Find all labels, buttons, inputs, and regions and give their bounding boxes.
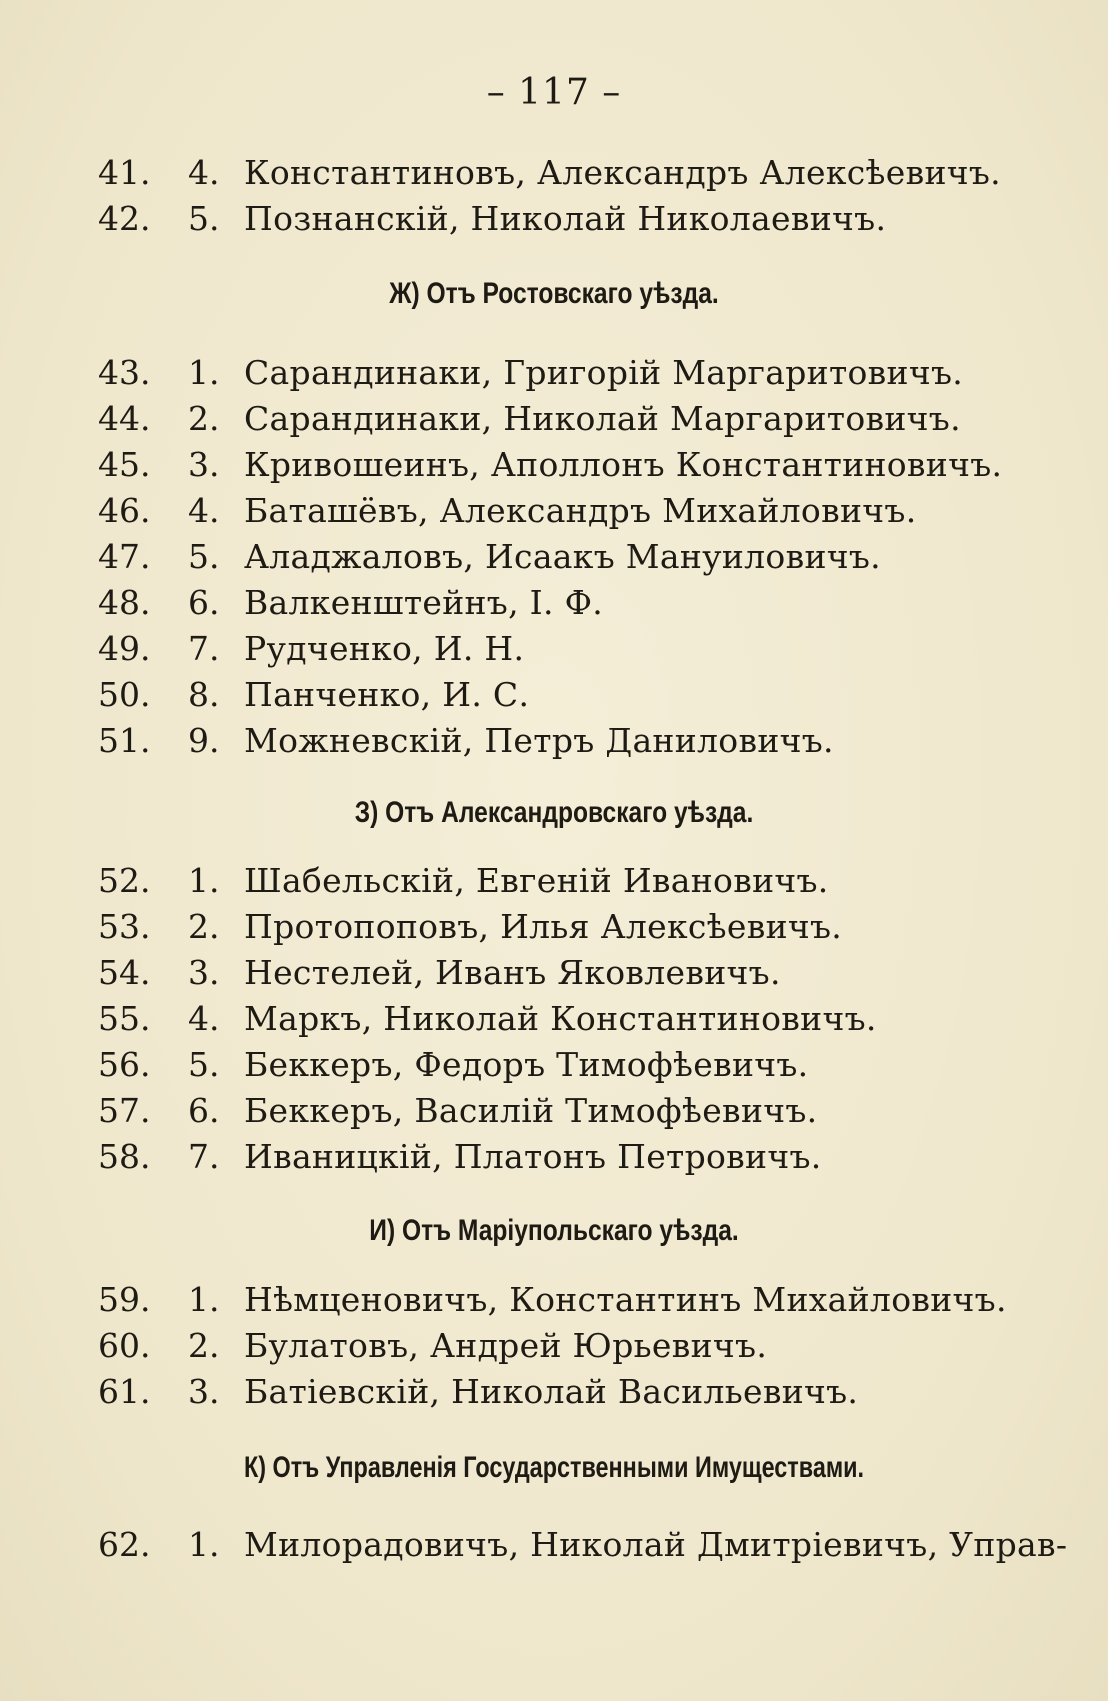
list-item bbox=[0, 672, 1108, 718]
entry-name: Панченко, И. С. bbox=[244, 675, 530, 714]
list-item bbox=[0, 442, 1108, 488]
list-item bbox=[0, 904, 1108, 950]
entry-number: 45. bbox=[98, 445, 151, 484]
entry-number: 58. bbox=[98, 1137, 151, 1176]
entry-number: 54. bbox=[98, 953, 151, 992]
entry-number: 42. bbox=[98, 199, 151, 238]
entry-subnumber: 7. bbox=[188, 629, 220, 668]
entry-number: 55. bbox=[98, 999, 151, 1038]
entry-number: 43. bbox=[98, 353, 151, 392]
entry-name: Аладжаловъ, Исаакъ Мануиловичъ. bbox=[244, 537, 881, 576]
entry-subnumber: 2. bbox=[188, 1326, 220, 1365]
entry-subnumber: 1. bbox=[188, 353, 220, 392]
entry-number: 48. bbox=[98, 583, 151, 622]
entry-name: Беккеръ, Василій Тимофѣевичъ. bbox=[244, 1091, 818, 1130]
entry-subnumber: 2. bbox=[188, 399, 220, 438]
entry-name: Шабельскій, Евгеній Ивановичъ. bbox=[244, 861, 829, 900]
list-item bbox=[0, 350, 1108, 396]
entry-subnumber: 2. bbox=[188, 907, 220, 946]
list-item bbox=[0, 1277, 1108, 1323]
entry-name: Валкенштейнъ, І. Ф. bbox=[244, 583, 604, 622]
entry-name: Беккеръ, Федоръ Тимофѣевичъ. bbox=[244, 1045, 809, 1084]
entry-number: 53. bbox=[98, 907, 151, 946]
entry-number: 47. bbox=[98, 537, 151, 576]
entry-name: Иваницкій, Платонъ Петровичъ. bbox=[244, 1137, 822, 1176]
entry-number: 62. bbox=[98, 1525, 151, 1564]
entry-number: 50. bbox=[98, 675, 151, 714]
entry-number: 46. bbox=[98, 491, 151, 530]
entry-number: 52. bbox=[98, 861, 151, 900]
entry-subnumber: 3. bbox=[188, 1372, 220, 1411]
entry-subnumber: 5. bbox=[188, 537, 220, 576]
entry-subnumber: 4. bbox=[188, 999, 220, 1038]
entry-subnumber: 6. bbox=[188, 1091, 220, 1130]
entry-subnumber: 6. bbox=[188, 583, 220, 622]
entry-number: 61. bbox=[98, 1372, 151, 1411]
page-number: – 117 – bbox=[486, 72, 622, 113]
entry-subnumber: 7. bbox=[188, 1137, 220, 1176]
list-item bbox=[0, 996, 1108, 1042]
section-heading-mariupol: И) Отъ Маріупольскаго уѣзда. bbox=[369, 1214, 739, 1247]
list-item bbox=[0, 150, 1108, 196]
entry-subnumber: 4. bbox=[188, 491, 220, 530]
entry-number: 51. bbox=[98, 721, 151, 760]
entry-subnumber: 9. bbox=[188, 721, 220, 760]
entry-number: 44. bbox=[98, 399, 151, 438]
entry-name: Булатовъ, Андрей Юрьевичъ. bbox=[244, 1326, 768, 1365]
entry-name: Сарандинаки, Григорій Маргаритовичъ. bbox=[244, 353, 964, 392]
list-item bbox=[0, 718, 1108, 764]
entry-subnumber: 1. bbox=[188, 1525, 220, 1564]
list-item bbox=[0, 196, 1108, 242]
list-item bbox=[0, 1323, 1108, 1369]
entry-name: Нестелей, Иванъ Яковлевичъ. bbox=[244, 953, 781, 992]
entry-number: 49. bbox=[98, 629, 151, 668]
entry-name: Кривошеинъ, Аполлонъ Константиновичъ. bbox=[244, 445, 1003, 484]
entry-name: Баташёвъ, Александръ Михайловичъ. bbox=[244, 491, 917, 530]
list-item bbox=[0, 396, 1108, 442]
entry-number: 60. bbox=[98, 1326, 151, 1365]
section-heading-rostov: Ж) Отъ Ростовскаго уѣзда. bbox=[389, 277, 719, 310]
entry-name: Константиновъ, Александръ Алексѣевичъ. bbox=[244, 153, 1001, 192]
entry-number: 56. bbox=[98, 1045, 151, 1084]
list-item bbox=[0, 950, 1108, 996]
entry-number: 59. bbox=[98, 1280, 151, 1319]
entry-subnumber: 4. bbox=[188, 153, 220, 192]
entry-name: Протопоповъ, Илья Алексѣевичъ. bbox=[244, 907, 843, 946]
entry-name: Можневскій, Петръ Даниловичъ. bbox=[244, 721, 834, 760]
section-heading-state-property: К) Отъ Управленія Государственными Имуществами. bbox=[243, 1451, 865, 1484]
entry-subnumber: 5. bbox=[188, 1045, 220, 1084]
entry-name: Познанскій, Николай Николаевичъ. bbox=[244, 199, 887, 238]
list-item bbox=[0, 626, 1108, 672]
list-item bbox=[0, 488, 1108, 534]
entry-subnumber: 1. bbox=[188, 1280, 220, 1319]
list-item bbox=[0, 1088, 1108, 1134]
list-item bbox=[0, 1522, 1108, 1568]
entry-name: Милорадовичъ, Николай Дмитріевичъ, Управ- bbox=[244, 1525, 1068, 1564]
entry-subnumber: 5. bbox=[188, 199, 220, 238]
entry-name: Рудченко, И. Н. bbox=[244, 629, 525, 668]
entry-subnumber: 8. bbox=[188, 675, 220, 714]
entry-subnumber: 3. bbox=[188, 953, 220, 992]
entry-name: Батіевскій, Николай Васильевичъ. bbox=[244, 1372, 859, 1411]
entry-subnumber: 3. bbox=[188, 445, 220, 484]
entry-name: Нѣмценовичъ, Константинъ Михайловичъ. bbox=[244, 1280, 1007, 1319]
entry-number: 57. bbox=[98, 1091, 151, 1130]
entry-name: Сарандинаки, Николай Маргаритовичъ. bbox=[244, 399, 961, 438]
list-item bbox=[0, 1369, 1108, 1415]
list-item bbox=[0, 534, 1108, 580]
list-item bbox=[0, 1134, 1108, 1180]
entry-name: Маркъ, Николай Константиновичъ. bbox=[244, 999, 877, 1038]
entry-subnumber: 1. bbox=[188, 861, 220, 900]
list-item bbox=[0, 858, 1108, 904]
list-item bbox=[0, 580, 1108, 626]
list-item bbox=[0, 1042, 1108, 1088]
entry-number: 41. bbox=[98, 153, 151, 192]
section-heading-aleksandrovsk: З) Отъ Александровскаго уѣзда. bbox=[354, 796, 754, 829]
